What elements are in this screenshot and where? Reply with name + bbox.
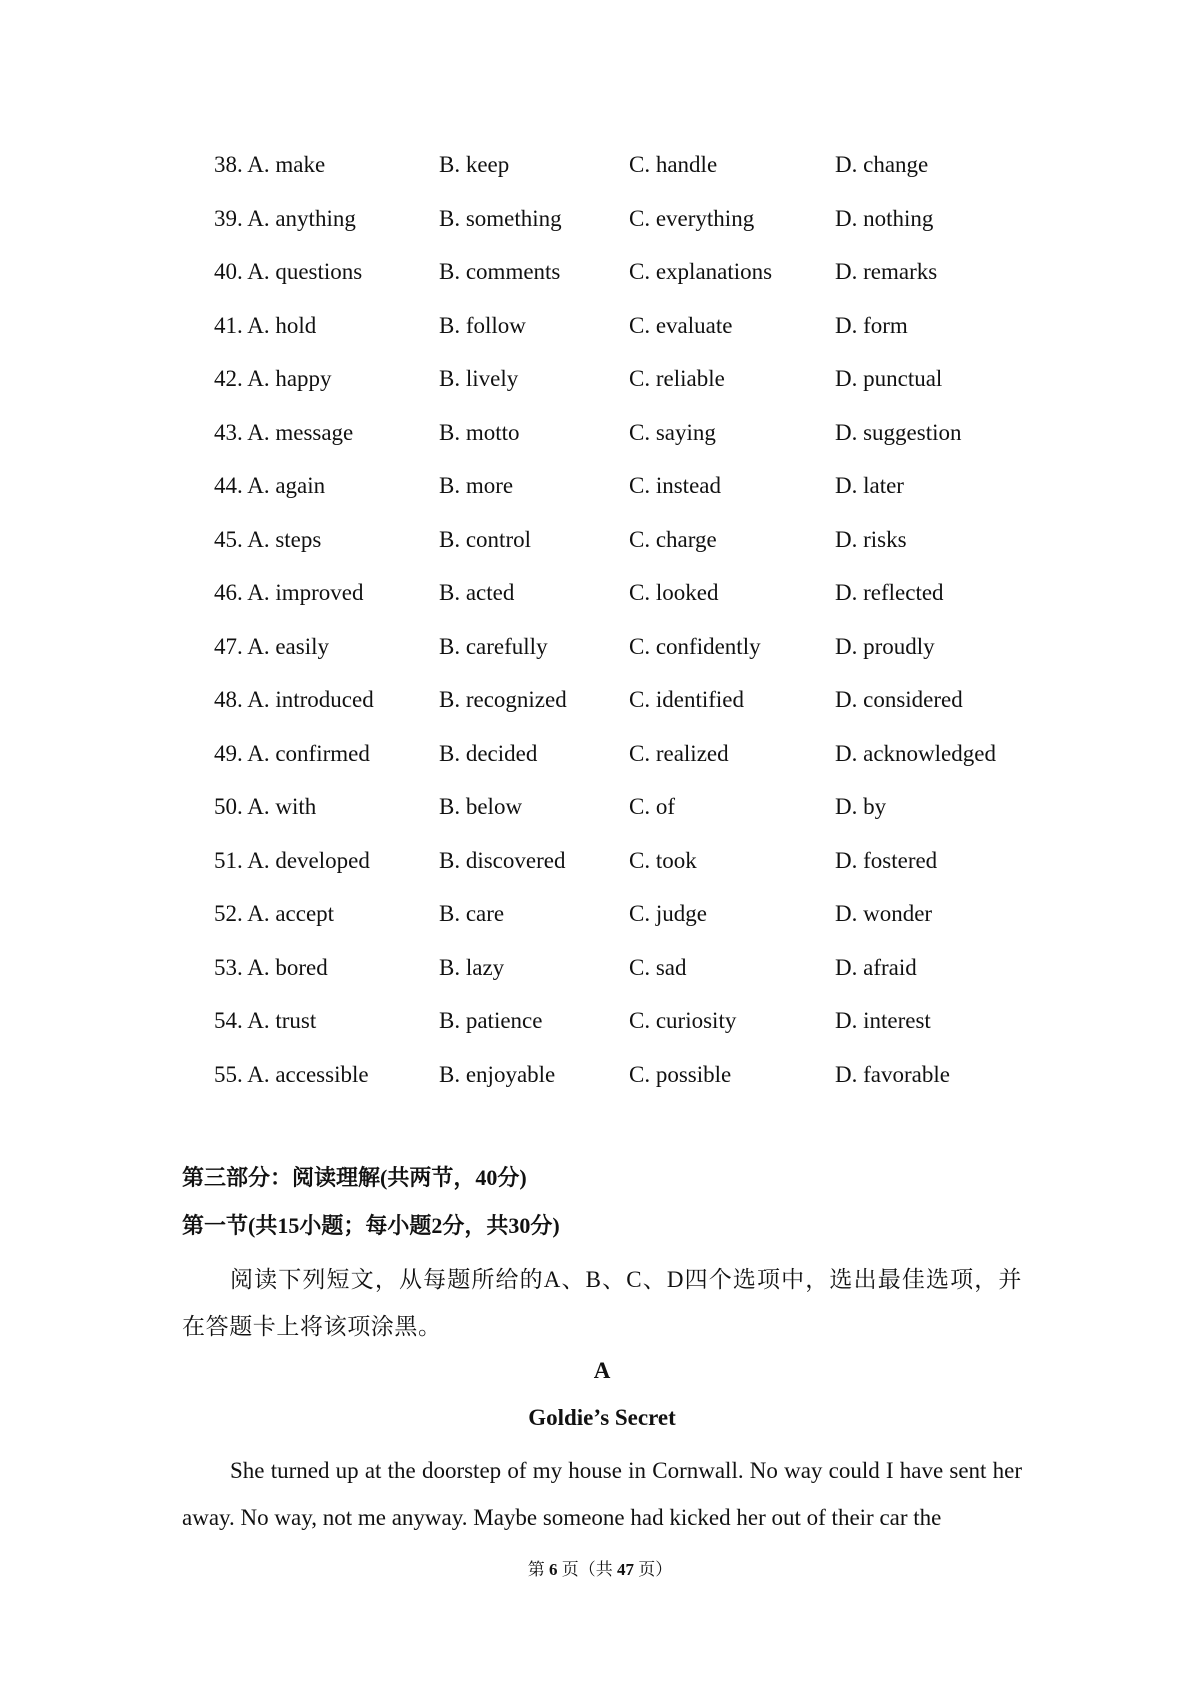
option-d: D. proudly [835,633,935,659]
option-a: 44. A. again [214,473,326,498]
option-c: C. saying [629,419,716,445]
option-c: C. confidently [629,633,761,659]
option-row [214,739,1034,793]
option-b: B. decided [439,740,538,766]
option-a: 49. A. confirmed [214,740,370,766]
sub-heading: 第一节(共15小题；每小题2分，共30分) [182,1213,560,1238]
option-b: B. control [439,526,531,552]
option-b: B. keep [439,152,510,177]
option-b: B. lively [439,366,519,391]
option-d: D. remarks [835,259,938,284]
option-a: 47. A. easily [214,633,329,659]
option-b: B. comments [439,259,561,284]
option-c: C. everything [629,205,755,231]
option-d: D. change [835,152,929,177]
option-row [214,150,1034,204]
option-a: 51. A. developed [214,847,370,873]
option-d: D. wonder [835,901,933,926]
option-d: D. suggestion [835,419,962,445]
option-b: B. motto [439,419,520,445]
option-d: D. form [835,312,908,338]
option-c: C. judge [629,901,707,926]
page-total: 47 [617,1560,634,1579]
option-c: C. possible [629,1061,732,1087]
option-c: C. instead [629,473,721,498]
option-a: 48. A. introduced [214,687,374,712]
option-b: B. enjoyable [439,1061,556,1087]
option-d: D. acknowledged [835,740,996,766]
option-b: B. something [439,205,562,231]
option-b: B. follow [439,312,526,338]
part-heading: 第三部分：阅读理解(共两节，40分) [182,1165,527,1190]
option-row [214,632,1034,686]
option-b: B. more [439,473,514,498]
option-row [214,792,1034,846]
option-c: C. realized [629,740,729,766]
option-a: 46. A. improved [214,580,364,605]
option-row [214,525,1034,579]
option-d: D. by [835,794,887,819]
option-a: 39. A. anything [214,205,356,231]
option-row [214,578,1034,632]
option-a: 41. A. hold [214,312,317,338]
option-row [214,685,1034,739]
option-b: B. lazy [439,954,505,980]
option-c: C. looked [629,580,719,605]
page-footer [0,1558,1200,1582]
option-d: D. favorable [835,1061,950,1087]
option-c: C. charge [629,526,717,552]
option-c: C. took [629,847,697,873]
option-d: D. reflected [835,580,944,605]
footer-prefix: 第 [527,1560,549,1579]
option-a: 40. A. questions [214,259,363,284]
option-a: 54. A. trust [214,1008,317,1033]
option-d: D. interest [835,1008,931,1033]
option-row [214,364,1034,418]
option-c: C. evaluate [629,312,733,338]
option-row [214,953,1034,1007]
option-d: D. considered [835,687,963,712]
option-c: C. curiosity [629,1008,737,1033]
option-b: B. carefully [439,633,548,659]
option-b: B. acted [439,580,515,605]
option-row [214,899,1034,953]
page-number: 6 [549,1560,558,1579]
passage-body: She turned up at the doorstep of my house in Cornwall. No way could I have sent her away. No way, not me anyway. Maybe someone had kicked her out of their car the [182,1458,1022,1530]
option-d: D. risks [835,526,907,552]
option-row [214,471,1034,525]
option-a: 52. A. accept [214,901,335,926]
option-d: D. fostered [835,847,938,873]
option-row [214,418,1034,472]
option-a: 45. A. steps [214,526,322,552]
option-c: C. identified [629,687,744,712]
option-b: B. below [439,794,523,819]
footer-suffix: 页） [634,1560,673,1579]
option-row [214,311,1034,365]
passage-label: A [593,1358,611,1383]
option-a: 55. A. accessible [214,1061,369,1087]
option-row [214,257,1034,311]
option-a: 43. A. message [214,419,354,445]
option-row [214,1060,1034,1114]
option-c: C. handle [629,152,718,177]
option-b: B. recognized [439,687,567,712]
option-c: C. explanations [629,259,773,284]
option-a: 38. A. make [214,152,326,177]
answer-options-list [214,150,1034,1113]
option-row [214,204,1034,258]
option-d: D. nothing [835,205,934,231]
option-a: 50. A. with [214,794,317,819]
option-a: 53. A. bored [214,954,328,980]
option-d: D. afraid [835,954,917,980]
option-d: D. later [835,473,904,498]
option-c: C. sad [629,954,687,980]
option-b: B. care [439,901,505,926]
option-row [214,846,1034,900]
option-a: 42. A. happy [214,366,332,391]
option-d: D. punctual [835,366,943,391]
option-b: B. patience [439,1008,543,1033]
option-c: C. reliable [629,366,725,391]
option-row [214,1006,1034,1060]
passage-title: Goldie’s Secret [528,1405,676,1430]
instructions: 阅读下列短文，从每题所给的A、B、C、D四个选项中，选出最佳选项，并在答题卡上将该项涂黑。 [182,1267,1022,1339]
option-c: C. of [629,794,675,819]
footer-middle: 页（共 [557,1560,617,1579]
option-b: B. discovered [439,847,566,873]
